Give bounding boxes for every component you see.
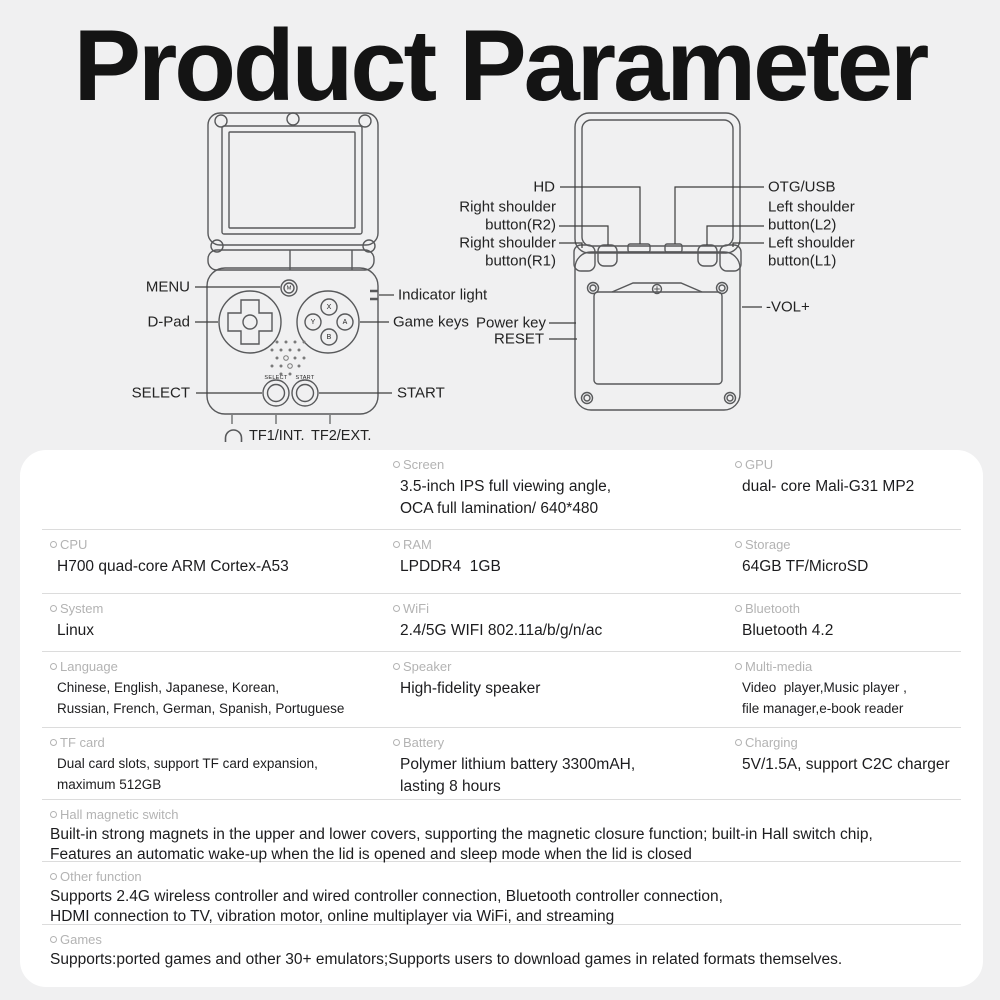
spec-cell-empty bbox=[50, 458, 393, 529]
spec-value: H700 quad-core ARM Cortex-A53 bbox=[57, 558, 289, 575]
r1-shoulder-button bbox=[574, 245, 595, 271]
r2-shoulder-button bbox=[598, 245, 617, 266]
table-row bbox=[42, 728, 961, 800]
label-l2-line1: Left shoulder bbox=[768, 198, 855, 216]
spec-value: 3.5-inch IPS full viewing angle, OCA full lamination/ 640*480 bbox=[400, 478, 612, 517]
spec-label: Speaker bbox=[393, 660, 735, 673]
label-volume: -VOL+ bbox=[766, 298, 810, 316]
spec-label: Bluetooth bbox=[735, 602, 961, 615]
table-row bbox=[42, 450, 961, 530]
select-button-caption: SELECT bbox=[264, 375, 288, 381]
bullet-icon bbox=[50, 873, 57, 880]
spec-cell-language bbox=[50, 660, 393, 727]
spec-cell-charging bbox=[735, 736, 961, 799]
label-l2-line2: button(L2) bbox=[768, 216, 837, 234]
screw-icon bbox=[582, 283, 736, 404]
spec-cell-gpu bbox=[735, 458, 961, 529]
spec-table bbox=[20, 450, 983, 987]
label-tf1: TF1/INT. bbox=[249, 428, 305, 444]
spec-cell-cpu bbox=[50, 538, 393, 593]
spec-value: Polymer lithium battery 3300mAH, lasting 8 hours bbox=[400, 756, 636, 795]
spec-label: RAM bbox=[393, 538, 735, 551]
bullet-icon bbox=[735, 605, 742, 612]
label-start: START bbox=[397, 384, 445, 402]
spec-value: Supports 2.4G wireless controller and wired controller connection, Bluetooth controller connection, HDMI connection to TV, vibration motor, online multiplayer via WiFi, and streaming bbox=[50, 888, 723, 925]
label-r2-line2: button(R2) bbox=[485, 216, 556, 234]
label-tf2: TF2/EXT. bbox=[311, 428, 372, 444]
start-button-caption: START bbox=[295, 375, 315, 381]
screen bbox=[229, 132, 355, 228]
spec-value: LPDDR4 1GB bbox=[400, 558, 501, 575]
l1-shoulder-button bbox=[720, 245, 741, 271]
page-title: Product Parameter bbox=[73, 10, 927, 122]
label-reset: RESET bbox=[493, 330, 544, 348]
spec-cell-storage bbox=[735, 538, 961, 593]
l2-shoulder-button bbox=[698, 245, 717, 266]
spec-row-games bbox=[42, 925, 961, 987]
label-r1-line2: button(R1) bbox=[485, 252, 556, 270]
spec-label: Storage bbox=[735, 538, 961, 551]
spec-label: Charging bbox=[735, 736, 961, 749]
label-indicator-light: Indicator light bbox=[398, 286, 488, 304]
spec-value: 2.4/5G WIFI 802.11a/b/g/n/ac bbox=[400, 622, 603, 639]
a-button-letter: A bbox=[342, 319, 348, 326]
y-button-letter: Y bbox=[310, 319, 316, 326]
label-otg-usb: OTG/USB bbox=[768, 178, 836, 196]
screen-frame bbox=[222, 126, 362, 234]
spec-cell-tf-card bbox=[50, 736, 393, 799]
label-power-key: Power key bbox=[475, 314, 546, 332]
spec-value: 64GB TF/MicroSD bbox=[742, 558, 869, 575]
spec-value: dual- core Mali-G31 MP2 bbox=[742, 478, 915, 495]
spec-label: Screen bbox=[393, 458, 735, 471]
spec-value: Chinese, English, Japanese, Korean, Russian, French, German, Spanish, Portuguese bbox=[57, 680, 345, 716]
battery-cover bbox=[594, 292, 722, 384]
otg-port bbox=[665, 244, 682, 252]
spec-label: Language bbox=[50, 660, 393, 673]
spec-label: WiFi bbox=[393, 602, 735, 615]
spec-value: 5V/1.5A, support C2C charger bbox=[742, 756, 950, 773]
bullet-icon bbox=[393, 461, 400, 468]
spec-cell-system bbox=[50, 602, 393, 651]
spec-cell-bluetooth bbox=[735, 602, 961, 651]
bullet-icon bbox=[50, 663, 57, 670]
label-l1-line2: button(L1) bbox=[768, 252, 837, 270]
bullet-icon bbox=[50, 811, 57, 818]
spec-value: Linux bbox=[57, 622, 95, 639]
spec-value: Supports:ported games and other 30+ emulators;Supports users to download games in related formats themselves. bbox=[50, 951, 843, 968]
label-dpad: D-Pad bbox=[147, 313, 190, 331]
screw-icon bbox=[215, 115, 227, 127]
bullet-icon bbox=[393, 541, 400, 548]
headphone-icon bbox=[226, 430, 242, 442]
label-game-keys: Game keys bbox=[393, 313, 469, 331]
spec-value: High-fidelity speaker bbox=[400, 680, 541, 697]
spec-row-hall-magnetic-switch bbox=[42, 800, 961, 862]
bullet-icon bbox=[50, 936, 57, 943]
bullet-icon bbox=[735, 739, 742, 746]
screw-icon bbox=[287, 113, 299, 125]
spec-cell-ram bbox=[393, 538, 735, 593]
bullet-icon bbox=[735, 541, 742, 548]
x-button-letter: X bbox=[326, 304, 332, 311]
spec-label: CPU bbox=[50, 538, 393, 551]
spec-label: GPU bbox=[735, 458, 961, 471]
spec-label: Hall magnetic switch bbox=[50, 808, 961, 821]
game-keys-ring bbox=[297, 291, 359, 353]
spec-cell-wifi bbox=[393, 602, 735, 651]
bullet-icon bbox=[735, 461, 742, 468]
dpad-cross bbox=[228, 300, 272, 344]
spec-label: Games bbox=[50, 933, 961, 946]
device-diagram bbox=[0, 102, 1000, 447]
hinge bbox=[208, 250, 374, 270]
label-select: SELECT bbox=[131, 384, 190, 402]
back-lid bbox=[575, 113, 740, 253]
table-row bbox=[42, 530, 961, 594]
bullet-icon bbox=[735, 663, 742, 670]
back-device-diagram bbox=[574, 113, 741, 410]
back-body bbox=[575, 252, 740, 410]
label-r1-line1: Right shoulder bbox=[459, 234, 556, 252]
menu-button-letter: M bbox=[286, 285, 292, 292]
spec-label: Battery bbox=[393, 736, 735, 749]
label-hd: HD bbox=[533, 178, 555, 196]
spec-value: Video player,Music player , file manager,e-book reader bbox=[742, 680, 907, 716]
spec-value: Dual card slots, support TF card expansion, maximum 512GB bbox=[57, 756, 318, 792]
bullet-icon bbox=[50, 739, 57, 746]
spec-label: TF card bbox=[50, 736, 393, 749]
hd-port bbox=[628, 244, 650, 252]
bullet-icon bbox=[393, 663, 400, 670]
spec-value: Built-in strong magnets in the upper and lower covers, supporting the magnetic closure function; built-in Hall switch chip, Features an automatic wake-up when the lid is opened and sleep mode when the lid is closed bbox=[50, 826, 873, 863]
label-menu: MENU bbox=[145, 278, 190, 296]
label-l1-line1: Left shoulder bbox=[768, 234, 855, 252]
spec-row-other-function bbox=[42, 862, 961, 925]
bullet-icon bbox=[393, 739, 400, 746]
label-r2-line1: Right shoulder bbox=[459, 198, 556, 216]
spec-label: System bbox=[50, 602, 393, 615]
bullet-icon bbox=[393, 605, 400, 612]
spec-label: Multi-media bbox=[735, 660, 961, 673]
front-lid bbox=[208, 113, 378, 245]
spec-cell-screen bbox=[393, 458, 735, 529]
table-row bbox=[42, 652, 961, 728]
screw-icon bbox=[359, 115, 371, 127]
spec-label: Other function bbox=[50, 870, 961, 883]
table-row bbox=[42, 594, 961, 652]
spec-value: Bluetooth 4.2 bbox=[742, 622, 834, 639]
back-callout-lines bbox=[549, 187, 764, 339]
spec-cell-speaker bbox=[393, 660, 735, 727]
b-button-letter: B bbox=[326, 334, 332, 341]
indicator-light-icon bbox=[370, 291, 378, 299]
bullet-icon bbox=[50, 605, 57, 612]
bullet-icon bbox=[50, 541, 57, 548]
spec-cell-multimedia bbox=[735, 660, 961, 727]
spec-cell-battery bbox=[393, 736, 735, 799]
